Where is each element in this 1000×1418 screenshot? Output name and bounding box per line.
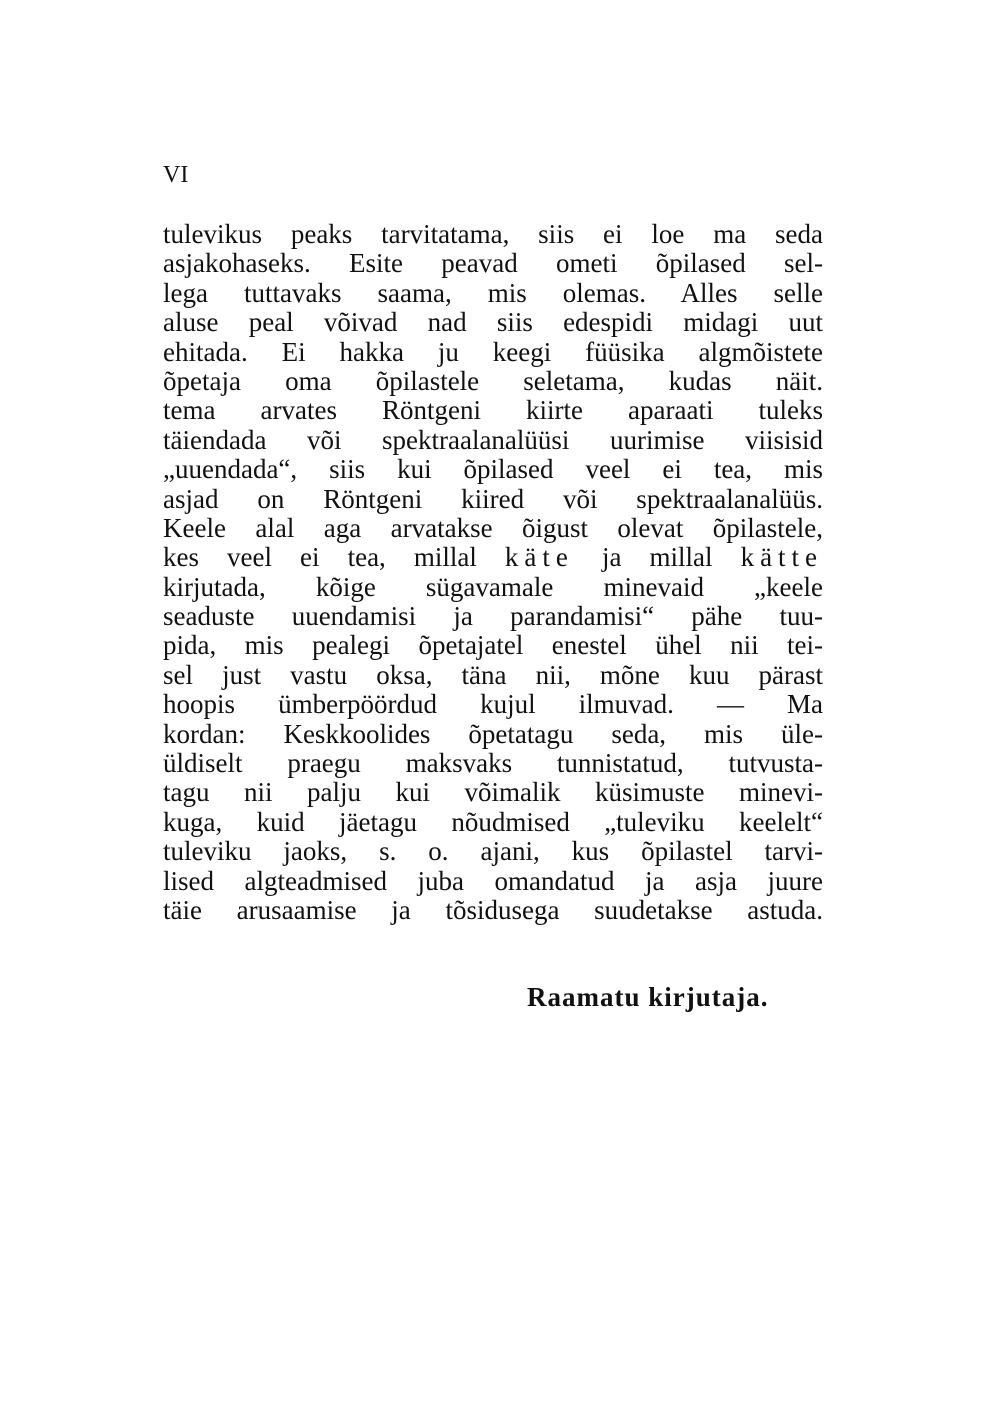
text-line: tuleviku jaoks, s. o. ajani, kus õpilastel tarvi- [163, 836, 823, 867]
text-line: täiendada või spektraalanalüüsi uurimise viisisid [163, 424, 823, 455]
emphasized-word: käte [504, 542, 574, 573]
text-line: aluse peal võivad nad siis edespidi midagi uut [163, 307, 823, 338]
text-line: täie arusaamise ja tõsidusega suudetakse astuda. [163, 894, 823, 925]
emphasized-word: kätte [740, 542, 824, 573]
text-line: lega tuttavaks saama, mis olemas. Alles selle [163, 277, 823, 308]
text-line: Keele alal aga arvatakse õigust olevat õpilastele, [163, 512, 823, 543]
text-line: lised algteadmised juba omandatud ja asja juure [163, 865, 823, 896]
text-line: õpetaja oma õpilastele seletama, kudas näit. [163, 365, 823, 396]
text-line: üldiselt praegu maksvaks tunnistatud, tutvusta- [163, 748, 823, 779]
text-line: kirjutada, kõige sügavamale minevaid „keele [163, 571, 823, 602]
text-line [163, 543, 823, 572]
text-line: asjad on Röntgeni kiired või spektraalanalüüs. [163, 483, 823, 514]
signature: Raamatu kirjutaja. [527, 982, 769, 1012]
text-line: asjakohaseks. Esite peavad ometi õpilased sel- [163, 248, 823, 279]
text-line: „uuendada“, siis kui õpilased veel ei tea, mis [163, 454, 823, 485]
page-number: VI [163, 162, 189, 188]
text-line: pida, mis pealegi õpetajatel enestel ühel nii tei- [163, 630, 823, 661]
text-line: tema arvates Röntgeni kiirte aparaati tuleks [163, 395, 823, 426]
body-text [163, 220, 823, 925]
text-line: hoopis ümberpöördud kujul ilmuvad. — Ma [163, 689, 823, 720]
text-line: ehitada. Ei hakka ju keegi füüsika algmõistete [163, 336, 823, 367]
text-line: tagu nii palju kui võimalik küsimuste minevi- [163, 777, 823, 808]
text-line: sel just vastu oksa, täna nii, mõne kuu pärast [163, 659, 823, 690]
text-segment: ja millal [601, 542, 713, 573]
text-line: tulevikus peaks tarvitatama, siis ei loe ma seda [163, 219, 823, 249]
text-segment: kes veel ei tea, millal [163, 542, 477, 573]
text-line: kuga, kuid jäetagu nõudmised „tuleviku keelelt“ [163, 806, 823, 837]
text-line: seaduste uuendamisi ja parandamisi“ pähe tuu- [163, 601, 823, 632]
text-line: kordan: Keskkoolides õpetatagu seda, mis üle- [163, 718, 823, 749]
